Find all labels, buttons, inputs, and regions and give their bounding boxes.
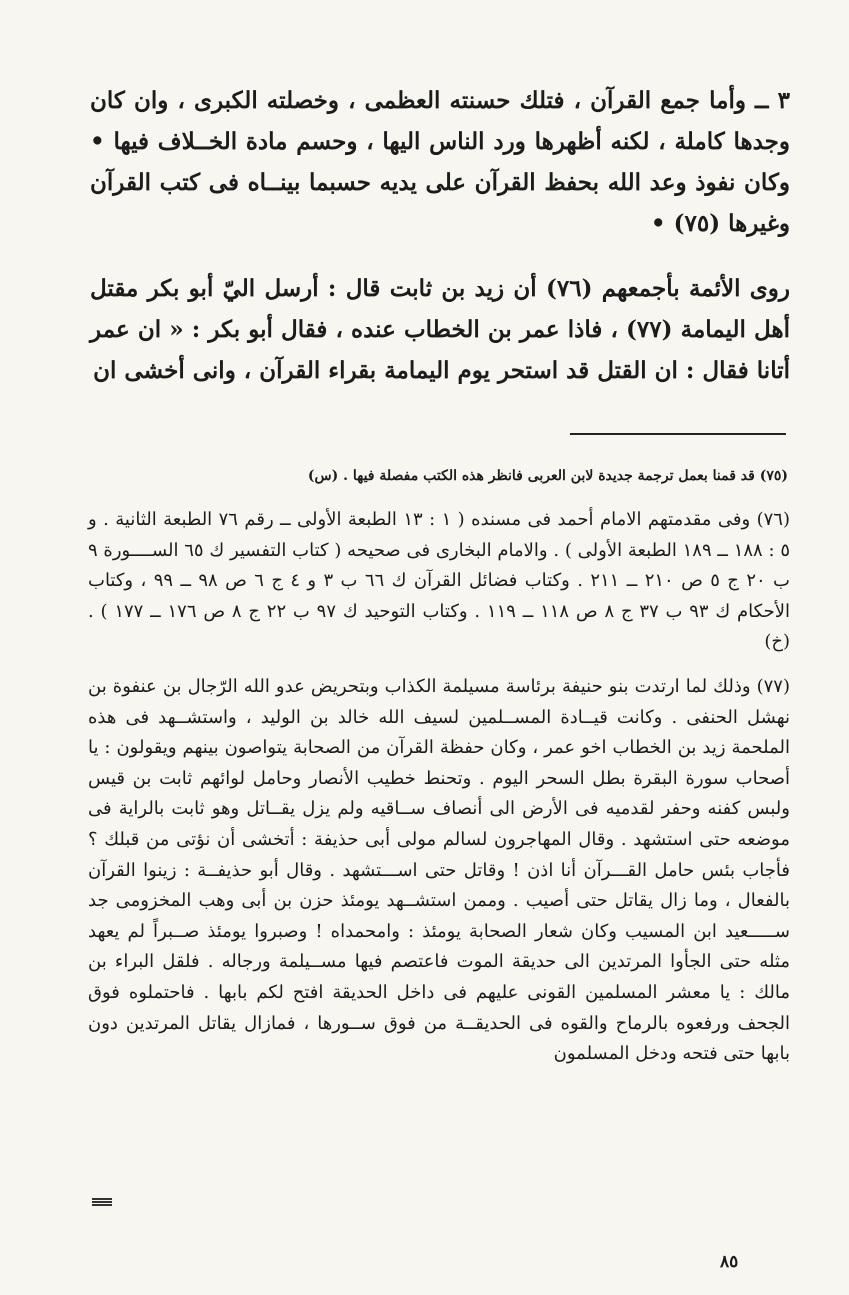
footnote-76: (٧٦) وفى مقدمتهم الامام أحمد فى مسنده ( ١ : ١٣ الطبعة الأولى ــ رقم ٧٦ الطبعة الثانية . و ٥ : ١٨٨ ــ ١٨٩ الطبعة الأولى ) . والامام البخارى فى صحيحه ( كتاب التفسير ك ٦٥ الســــورة ٩ ب ٢٠ ج ٥ ص ٢١٠ ــ ٢١١ . وكتاب فضائل القرآن ك ٦٦ ب ٣ و ٤ ج ٦ ص ٩٨ ــ ٩٩ ، وكتاب الأحكام ك ٩٣ ب ٣٧ ج ٨ ص ١١٨ ــ ١١٩ . وكتاب التوحيد ك ٩٧ ب ٢٢ ج ٨ ص ١٧٦ ــ ١٧٧ ) . (خ)	[88, 509, 791, 653]
main-paragraph-1: ٣ ــ وأما جمع القرآن ، فتلك حسنته العظمى ، وخصلته الكبرى ، وان كان وجدها كاملة ، لكنه أظهرها ورد الناس اليها ، وحسم مادة الخــلاف فيها • وكان نفوذ وعد الله بحفظ القرآن على يديه حسبما بينــاه فى كتب القرآن وغيرها (٧٥) •	[90, 87, 790, 237]
footnote-77: (٧٧) وذلك لما ارتدت بنو حنيفة برئاسة مسيلمة الكذاب وبتحريض عدو الله الرّجال بن عنفوة بن نهشل الحنفى . وكانت قيــادة المســلمين لسيف الله خالد بن الوليد ، واستشــهد فى هذه الملحمة زيد بن الخطاب اخو عمر ، وكان حفظة القرآن من الصحابة يتواصون بينهم ويقولون : يا أصحاب سورة البقرة بطل السحر اليوم . وتحنط خطيب الأنصار وحامل لوائهم ثابت بن قيس ولبس كفنه وحفر لقدميه فى الأرض الى أنصاف ســاقيه ولم يزل يقــاتل وهو ثابت بالراية فى موضعه حتى استشهد . وقال المهاجرون لسالم مولى أبى حذيفة : أتخشى أن نؤتى من قبلك ؟ فأجاب بئس حامل القـــرآن أنا اذن ! وقاتل حتى اســـتشهد . وقال أبو حذيفــة : زينوا القرآن بالفعال ، وما زال يقاتل حتى أصيب . وممن استشــهد يومئذ حزن بن أبى وهب المخزومى جد ســـــعيد ابن المسيب وكان شعار الصحابة يومئذ : وامحمداه ! وصبروا يومئذ صــبراً لم يعهد مثله حتى الجأوا المرتدين الى حديقة الموت فاعتصم فيها مســيلمة ورجاله . فلقل البراء بن مالك : يا معشر المسلمين القونى عليهم فى داخل الحديقة افتح لكم بابها . فاحتملوه فوق الجحف ورفعوه بالرماح والقوه فى الحديقــة من فوق ســورها ، فمازال يقاتل المرتدين دون بابها حتى فتحه ودخل المسلمون	[88, 675, 790, 1065]
footnote-75: (٧٥) قد قمنا بعمل ترجمة جديدة لابن العربى فانظر هذه الكتب مفصلة فيها . (س)	[307, 468, 788, 484]
footnotes	[88, 505, 790, 1070]
footnote-separator	[570, 433, 786, 435]
main-text	[90, 80, 790, 391]
main-paragraph-2: روى الأئمة بأجمعهم (٧٦) أن زيد بن ثابت قال : أرسل اليّ أبو بكر مقتل أهل اليمامة (٧٧) ، فاذا عمر بن الخطاب عنده ، فقال أبو بكر : « ان عمر أتانا فقال : ان القتل قد استحر يوم اليمامة بقراء القرآن ، وانى أخشى ان	[90, 275, 790, 384]
continuation-marker	[92, 1198, 112, 1206]
page-number: ٨٥	[720, 1252, 739, 1272]
